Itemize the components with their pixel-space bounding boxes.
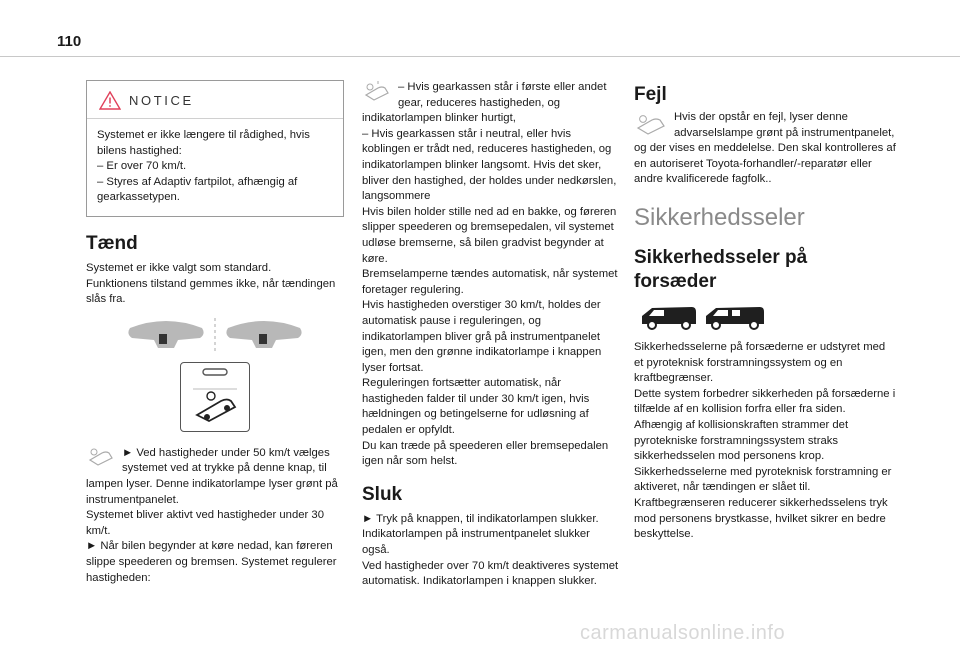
warning-icon bbox=[99, 91, 121, 110]
steering-wheel-icon bbox=[224, 318, 304, 352]
indicator-lamp-icon bbox=[634, 110, 668, 136]
notice-box bbox=[86, 80, 344, 217]
notice-body: Systemet er ikke længere til rådighed, hvis bilens hastighed: – Er over 70 km/t. – Styres af Adaptiv fartpilot, afhængig af gearkassetypen. bbox=[97, 129, 310, 204]
indicator-lamp-icon bbox=[86, 446, 116, 466]
steering-wheel-figures bbox=[86, 318, 344, 352]
column2-body: – Hvis gearkassen står i første eller andet gear, reduceres hastigheden, og indikatorlampen blinker hurtigt, – Hvis gearkassen står i neutral, eller hvis koblingen er trådt ned, reduceres hastigheden, og indikatorlampen blinker langsomt. Hvis det sker, bliver den hastighed, der holdes under nedkørslen, langsommere Hvis bilen holder stille ned ad en bakke, og føreren slipper speederen og bremsepedalen, vil systemet udløse bremserne, så bilen gradvist begynder at køre. Bremselamperne tændes automatisk, når systemet foretager regulering. Hvis hastigheden overstiger 30 km/t, holdes der automatisk pause i reguleringen, og indikatorlampen bliver grå på instrumentpanelet igen, men den grønne indikatorlampe i knappen lyser fortsat. Reguleringen fortsætter automatisk, når hastigheden falder til under 30 km/t igen, hvis hældningen og betingelserne for udløsning af pedalen er opfyldt. Du kan træde på speederen eller bremsepedalen igen når som helst. bbox=[362, 81, 618, 468]
notice-title: NOTICE bbox=[129, 93, 194, 108]
notice-divider bbox=[87, 118, 343, 119]
sluk-heading: Sluk bbox=[362, 483, 403, 505]
figure-divider bbox=[212, 318, 218, 352]
van-icon bbox=[704, 304, 766, 330]
taend-instruction bbox=[86, 446, 344, 586]
fejl-heading: Fejl bbox=[634, 84, 667, 105]
hill-descent-button-icon bbox=[181, 363, 249, 431]
column-left bbox=[86, 80, 344, 586]
top-divider bbox=[0, 56, 960, 57]
steering-wheel-icon bbox=[126, 318, 206, 352]
taend-intro: Systemet er ikke valgt som standard. Funktionens tilstand gemmes ikke, når tændingen slås fra. bbox=[86, 261, 336, 306]
column-middle bbox=[362, 80, 620, 590]
sikkerhedsseler-heading: Sikkerhedsseler bbox=[634, 203, 805, 231]
sikkerhedsseler-body: Sikkerhedsselerne på forsæderne er udstyret med et pyroteknisk forstramningssystem og en kraftbegrænser. Dette system forbedrer sikkerheden på forsæderne i tilfælde af en kollision forfra eller fra siden. Afhængig af kollisionskraften strammer det pyrotekniske forstramningssystem straks sikkerhedsselen mod personens krop. Sikkerhedsselerne med pyroteknisk forstramning er aktiveret, når tændingen er slået til. Kraftbegrænseren reducerer sikkerhedsselens tryk mod personens brystkasse, hvilket sikrer en bedre beskyttelse. bbox=[634, 340, 896, 541]
sluk-body: ► Tryk på knappen, til indikatorlampen slukker. Indikatorlampen på instrumentpanelet slukker også. Ved hastigheder over 70 km/t deaktiveres systemet automatisk. Indikatorlampen i knappen slukker. bbox=[362, 512, 619, 588]
taend-body: ► Ved hastigheder under 50 km/t vælges systemet ved at trykke på denne knap, til lampen lyser. Denne indikatorlampe lyser grønt på instrumentpanelet. Systemet bliver aktivt ved hastigheder under 30 km/t. ► Når bilen begynder at køre nedad, kan føreren slippe speederen og bremsen. Systemet regulerer hastigheden: bbox=[86, 446, 338, 584]
gearbox-conditions bbox=[362, 80, 620, 470]
indicator-lamp-icon bbox=[362, 80, 392, 102]
van-icon bbox=[640, 304, 698, 330]
page-number: 110 bbox=[57, 33, 82, 50]
sikkerhedsseler-subheading: Sikkerhedsseler på forsæder bbox=[634, 246, 808, 292]
fejl-section bbox=[634, 110, 896, 188]
fejl-body: Hvis der opstår en fejl, lyser denne advarselslampe grønt på instrumentpanelet, og der vises en meddelelse. Den skal kontrolleres af en autoriseret Toyota-forhandler/-reparatør eller andre kvalificerede fagfolk.. bbox=[634, 111, 896, 186]
column-right bbox=[634, 80, 896, 543]
watermark: carmanualsonline.info bbox=[580, 622, 786, 644]
vehicle-figures bbox=[640, 304, 896, 330]
hill-descent-button-image bbox=[180, 362, 250, 432]
notice-header bbox=[97, 91, 333, 110]
taend-heading: Tænd bbox=[86, 232, 138, 254]
